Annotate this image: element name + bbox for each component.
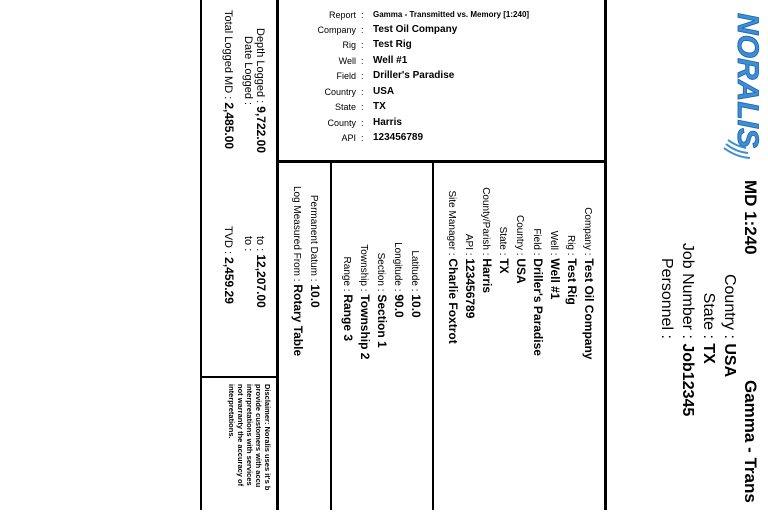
location-value: 90.0: [392, 294, 406, 318]
well-info-value: Driller's Paradise: [531, 258, 545, 356]
date-logged-label: Date Logged: [242, 36, 254, 99]
to-label: to: [242, 236, 254, 246]
well-info-row: API : 123456789: [463, 172, 477, 318]
divider-datum: [330, 160, 332, 510]
well-info-label: Company: [582, 207, 593, 250]
divider-disclaimer: [200, 376, 278, 378]
well-info-row: Field : Driller's Paradise: [531, 172, 545, 356]
colon: :: [361, 10, 364, 20]
header-label: Field: [336, 71, 356, 81]
logo-text: NORALIS: [731, 13, 762, 148]
location-label: Range: [341, 256, 352, 286]
header-row-report: [279, 8, 604, 22]
divider-meta-right: [604, 0, 607, 510]
well-info-value: TX: [497, 258, 511, 274]
well-info-label: Site Manager: [446, 190, 457, 250]
tvd-row: TVD : 2,459.29: [222, 226, 236, 304]
disclaimer-section: [217, 384, 272, 509]
well-info-row: County/Parish : Harris: [480, 172, 494, 293]
colon: :: [361, 40, 364, 50]
location-label: Township: [358, 244, 369, 286]
colon: :: [361, 56, 364, 66]
colon: :: [361, 133, 364, 143]
disclaimer-line: provide customers with accu: [254, 384, 263, 488]
date-to-row: to :: [242, 236, 254, 252]
header-label: Country: [324, 87, 356, 97]
header-value: TX: [373, 101, 386, 112]
location-value: Township 2: [358, 294, 372, 360]
datum-label: Permanent Datum: [308, 194, 319, 276]
header-value: Well #1: [373, 55, 408, 66]
header-label: Well: [338, 56, 356, 66]
header-label: State: [334, 102, 356, 112]
well-info-row: Site Manager : Charlie Foxtrot: [446, 172, 460, 344]
header-row-country: [279, 85, 604, 99]
depth-to-value: 12,207.00: [254, 254, 268, 308]
well-info-value: USA: [514, 258, 528, 284]
divider-left: [200, 0, 202, 510]
header-row-company: [279, 23, 604, 37]
colon: :: [361, 71, 364, 81]
report-title: Gamma - Trans: [741, 380, 760, 503]
depth-section: [208, 10, 268, 328]
total-logged-md-value: 2,485.00: [222, 102, 236, 150]
state-value: TX: [700, 343, 717, 364]
header-row-rig: [279, 38, 604, 52]
well-info-row: Company : Test Oil Company: [582, 172, 596, 359]
colon: :: [361, 118, 364, 128]
disclaimer-line: not warranty the accuracy of: [236, 384, 245, 487]
location-row: Section : Section 1: [375, 236, 389, 348]
header-label: Rig: [342, 40, 356, 50]
header-value: Test Oil Company: [373, 24, 458, 35]
title-personnel-row: [657, 180, 675, 510]
tvd-label: TVD: [222, 226, 234, 248]
well-info-label: API: [463, 233, 474, 250]
well-info-label: Country: [514, 214, 525, 250]
well-info-value: Test Rig: [565, 258, 579, 305]
header-label: Report: [328, 10, 356, 20]
well-info-section: [431, 172, 596, 507]
well-info-label: County/Parish: [480, 187, 491, 250]
well-info-row: Rig : Test Rig: [565, 172, 579, 305]
header-value: Driller's Paradise: [373, 70, 455, 81]
disclaimer-line: interpretations with services: [245, 384, 254, 486]
company-logo: [722, 10, 762, 160]
header-value: 123456789: [373, 132, 424, 143]
header-row-state: [279, 100, 604, 114]
datum-value: 10.0: [308, 284, 322, 308]
datum-label: Log Measured From: [291, 185, 302, 276]
location-row: Range : Range 3: [341, 236, 355, 341]
well-info-label: Rig: [565, 234, 576, 250]
title-job-row: [678, 180, 696, 510]
country-value: USA: [721, 343, 738, 378]
scale-label: MD 1:240: [741, 180, 760, 255]
divider-meta-bottom: [276, 160, 607, 163]
header-row-county: [279, 116, 604, 130]
header-row-field: [279, 69, 604, 83]
header-value: Test Rig: [373, 39, 412, 50]
well-info-value: Well #1: [548, 258, 562, 300]
depth-to-row: to : 12,207.00: [254, 236, 268, 308]
depth-logged-value: 9,722.00: [254, 106, 268, 154]
colon: :: [721, 334, 738, 344]
location-section: [333, 236, 423, 506]
job-number-value: Job12345: [679, 343, 696, 417]
well-info-value: Charlie Foxtrot: [446, 258, 460, 344]
colon: :: [658, 334, 675, 339]
well-info-label: State: [497, 226, 508, 250]
location-label: Section: [375, 252, 386, 286]
date-logged-row: Date Logged :: [242, 36, 254, 106]
state-label: State: [700, 292, 717, 330]
colon: :: [361, 102, 364, 112]
well-info-row: State : TX: [497, 172, 511, 274]
total-logged-md-label: Total Logged MD: [222, 10, 234, 94]
header-label: County: [327, 118, 356, 128]
depth-logged-label: Depth Logged: [254, 28, 266, 98]
total-logged-row: Total Logged MD : 2,485.00: [222, 10, 236, 150]
personnel-label: Personnel: [658, 257, 675, 330]
location-label: Latitude: [409, 250, 420, 286]
colon: :: [361, 87, 364, 97]
well-info-value: Test Oil Company: [582, 258, 596, 360]
header-row-well: [279, 54, 604, 68]
location-value: Range 3: [341, 294, 355, 342]
colon: :: [700, 334, 717, 344]
well-info-value: 123456789: [463, 258, 477, 319]
datum-row: Log Measured From : Rotary Table: [291, 178, 305, 356]
title-state-row: [699, 180, 717, 510]
datum-section: [282, 178, 322, 478]
tvd-value: 2,459.29: [222, 257, 236, 304]
header-value: Harris: [373, 117, 402, 128]
country-label: Country: [721, 273, 738, 330]
colon: :: [361, 25, 364, 35]
location-row: Latitude : 10.0: [409, 236, 423, 318]
depth-logged-row: Depth Logged : 9,722.00: [254, 28, 268, 154]
well-info-label: Field: [531, 228, 542, 250]
disclaimer-line: Disclaimer: Noralis uses it's b: [263, 384, 272, 491]
location-value: 10.0: [409, 294, 423, 318]
well-info-row: Country : USA: [514, 172, 528, 284]
disclaimer-line: interpretations.: [227, 384, 236, 439]
well-info-row: Well : Well #1: [548, 172, 562, 299]
well-info-value: Harris: [480, 258, 494, 294]
report-title-value: Gamma - Transmitted vs. Memory [1:240]: [373, 10, 530, 19]
report-title-rotated: [730, 380, 760, 520]
header-value: USA: [373, 86, 395, 97]
datum-value: Rotary Table: [291, 284, 305, 357]
header-label: Company: [317, 25, 356, 35]
location-row: Longitude : 90.0: [392, 236, 406, 318]
well-info-label: Well: [548, 230, 559, 250]
datum-row: Permanent Datum : 10.0: [308, 178, 322, 308]
location-row: Township : Township 2: [358, 236, 372, 359]
location-label: Longitude: [392, 242, 403, 286]
to-label: to: [254, 236, 266, 246]
job-number-label: Job Number: [679, 242, 696, 330]
noralis-logo-icon: [722, 10, 762, 160]
report-header: [279, 6, 604, 156]
header-label: API: [341, 133, 356, 143]
colon: :: [679, 334, 696, 344]
location-value: Section 1: [375, 294, 389, 348]
header-row-api: [279, 131, 604, 145]
